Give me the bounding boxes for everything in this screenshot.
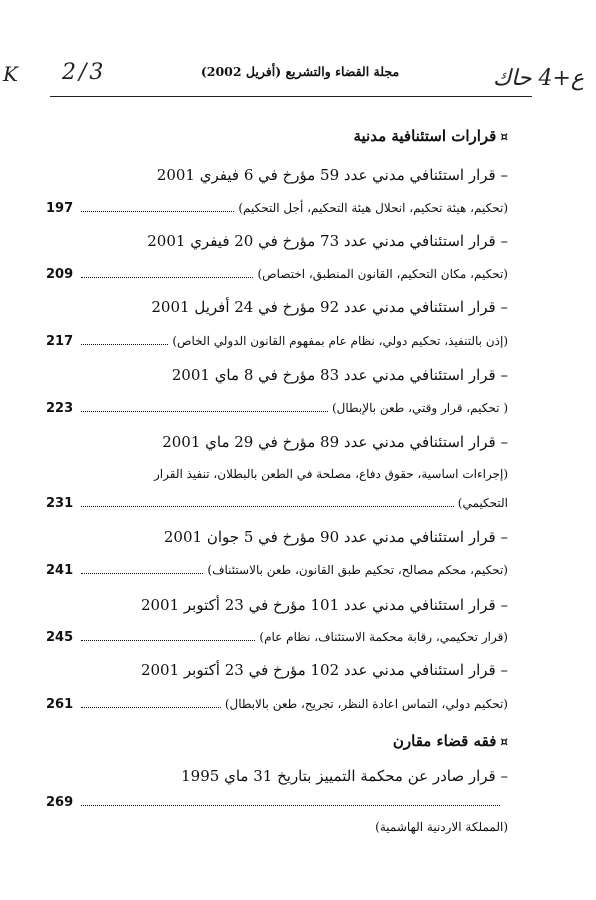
page-number: 209 [46,267,74,282]
decision-keywords: ( تحكيم، قرار وقتي، طعن بالإبطال) [331,401,508,415]
page-number: 223 [46,401,74,416]
journal-header-title: مجلة القضاء والتشريع (أفريل 2002) [200,64,400,79]
toc-line[interactable] [46,697,508,715]
decision-title: – قرار استئنافي مدني عدد 83 مؤرخ في 8 ماي 2001 [171,366,508,384]
dot-leader [81,344,168,345]
toc-line[interactable] [46,496,508,514]
header-divider [50,96,532,97]
section-title: فقه قضاء مقارن [392,732,497,750]
decision-keywords: (قرار تحكيمي، رقابة محكمة الاستئناف، نظام عام) [259,630,508,644]
decision-keywords: (إذن بالتنفيذ، تحكيم دولي، نظام عام بمفهوم القانون الدولي الخاص) [172,334,508,348]
toc-line[interactable] [46,401,508,419]
decision-keywords: (إجراءات اساسية، حقوق دفاع، مصلحة في الطعن بالبطلان، تنفيذ القرار [154,467,508,481]
dot-leader [81,211,234,212]
dot-leader [81,506,454,507]
toc-line[interactable] [46,267,508,285]
dot-leader [81,707,221,708]
section-heading [393,732,508,750]
section-title: قرارات استئنافية مدنية [353,127,497,145]
page-number: 261 [46,697,74,712]
handwritten-letter: K [3,62,18,86]
decision-keywords: (تحكيم، هيئة تحكيم، انحلال هيئة التحكيم، أجل التحكيم) [238,201,508,215]
bullet-icon: ¤ [500,130,508,144]
toc-line[interactable] [46,630,508,648]
handwritten-page-ref: 2/3 [62,60,107,85]
decision-title: – قرار صادر عن محكمة التمييز بتاريخ 31 ماي 1995 [181,767,508,785]
toc-line[interactable] [46,563,508,581]
section-heading [353,127,508,145]
decision-title: – قرار استئنافي مدني عدد 101 مؤرخ في 23 أكتوبر 2001 [140,596,508,614]
toc-line[interactable] [46,795,508,813]
decision-title: – قرار استئنافي مدني عدد 90 مؤرخ في 5 جوان 2001 [163,528,508,546]
dot-leader [81,573,203,574]
page-number: 217 [46,334,74,349]
decision-title: – قرار استئنافي مدني عدد 89 مؤرخ في 29 ماي 2001 [162,433,508,451]
decision-keywords: (تحكيم، محكم مصالح، تحكيم طبق القانون، طعن بالاستئناف) [207,563,508,577]
bullet-icon: ¤ [500,735,508,749]
dot-leader [81,277,253,278]
decision-title: – قرار استئنافي مدني عدد 92 مؤرخ في 24 أفريل 2001 [151,298,508,316]
decision-title: – قرار استئنافي مدني عدد 73 مؤرخ في 20 فيفري 2001 [147,232,508,250]
decision-keywords: (تحكيم دولي، التماس اعادة النظر، تجريح، طعن بالابطال) [224,697,508,711]
toc-line[interactable] [46,201,508,219]
handwritten-code: ع+4 حاك [493,66,584,91]
decision-keywords-continued: التحكيمي) [457,496,508,510]
page-number: 197 [46,201,74,216]
page-number: 231 [46,496,74,511]
dot-leader [81,411,328,412]
page-number: 245 [46,630,74,645]
decision-title: – قرار استئنافي مدني عدد 59 مؤرخ في 6 فيفري 2001 [156,166,508,184]
decision-keywords: (تحكيم، مكان التحكيم، القانون المنطبق، اختصاص) [257,267,508,281]
page-number: 269 [46,795,74,810]
page-number: 241 [46,563,74,578]
toc-line[interactable] [46,334,508,352]
decision-keywords: (المملكة الاردنية الهاشمية) [375,820,508,834]
dot-leader [81,640,255,641]
decision-title: – قرار استئنافي مدني عدد 102 مؤرخ في 23 أكتوبر 2001 [140,661,508,679]
dot-leader [81,805,500,806]
